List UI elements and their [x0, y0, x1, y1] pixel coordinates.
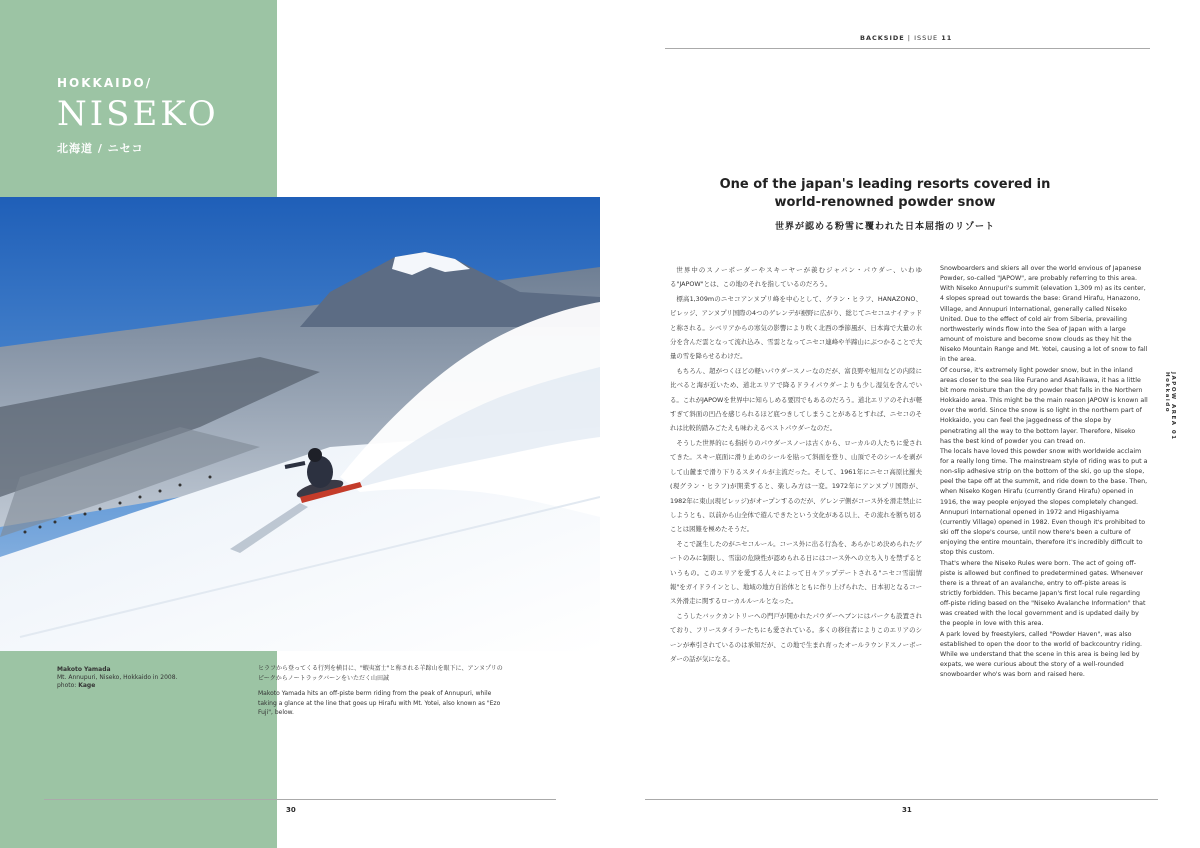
- headline-line-1: One of the japan's leading resorts covered in: [719, 177, 1051, 192]
- body-column-en: [940, 264, 1148, 680]
- snowboarder-photo: [0, 197, 600, 651]
- en-paragraph: A park loved by freestylers, called "Powder Haven", was also established to open the door to the world of backcountry riding. While we understand that the scene in this area is being led by expats, we were curious about the story of a well-rounded snowboarder who's was born and raised here.: [940, 630, 1142, 679]
- caption-jp: ヒラフから登ってくる行列を横目に、"蝦夷富士"と称される羊蹄山を眼下に、アンヌプリのピークからノートラックバーンをいただく山田誠: [258, 665, 503, 682]
- white-area: [277, 0, 600, 197]
- caption-name: Makoto Yamada: [57, 666, 111, 673]
- footer-rule-right: [645, 799, 1158, 800]
- en-paragraph: With Niseko Annupuri's summit (elevation 1,309 m) as its center, 4 slopes spread out towards the base: Grand Hirafu, Hanazono, Village, and Annupuri International, generally called Niseko United. Due to the effect of cold air from Siberia, prevailing northwesterly winds flow into the Sea of Japan with a large amount of moisture and become snow clouds as they hit the Niseko Mountain Range and Mt. Yotei, causing a lot of snow to fall in the area.: [940, 285, 1148, 364]
- caption-en: Makoto Yamada hits an off-piste berm riding from the peak of Annupuri, while taking a glance at the line that goes up Hirafu with Mt. Yotei, also known as "Ezo Fuji", below.: [258, 690, 501, 716]
- caption-location: Mt. Annupuri, Niseko, Hokkaido in 2008.: [57, 674, 178, 681]
- footer-rule-left: [44, 799, 556, 800]
- running-header: [860, 34, 952, 42]
- caption-credit: [57, 682, 247, 690]
- body-column-jp: [670, 263, 922, 666]
- jp-paragraph: こうしたバックカントリーへの門戸が開かれたパウダーヘブンにはパークも設置されており、フリースタイラーたちにも愛されている。多くの移住者によりこのエリアのシーンが牽引されているのは承知だが、この地で生まれ育ったオールラウンドスノーボーダーの話が気になる。: [670, 611, 922, 663]
- headline-line-2: world-renowned powder snow: [774, 195, 996, 210]
- page-number-left: 30: [286, 806, 296, 814]
- photo-caption: [57, 666, 247, 690]
- header-issue: ISSUE: [914, 34, 939, 42]
- header-separator: |: [904, 34, 915, 42]
- header-issue-number: 11: [941, 34, 953, 42]
- jp-paragraph: そこで誕生したのがニセコルール。コース外に出る行為を、あらかじめ決められたゲートのみに制限し、雪崩の危険性が認められる日にはコース外への立ち入りを禁ずるというもの。このエリアを愛する人々によって日々アップデートされる"ニセコ雪崩情報"をガイドラインとし、地域の地方自治体とともに作り上げられた、日本初となるコース外滑走に関するローカルルールとなった。: [670, 539, 922, 606]
- side-section-label: JAPOW AREA 01 Hokkaido: [1164, 372, 1176, 441]
- en-paragraph: That's where the Niseko Rules were born. The act of going off-piste is allowed but confined to predetermined gates. Whenever there is a threat of an avalanche, entry to off-piste areas is strictly forbidden. This became Japan's first local rule regarding off-piste riding based on the "Niseko Avalanche Information" that was created with the local government and is updated daily by the people in love with this area.: [940, 559, 1146, 628]
- page-number-right: 31: [902, 806, 912, 814]
- jp-paragraph: 標高1,309mのニセコアンヌプリ峰を中心として、グラン・ヒラフ、HANAZONO、ビレッジ、アンヌプリ国際の4つのゲレンデが裾野に広がり、総じてニセコユナイテッドと称される。シベリアからの寒気の影響により吹く北西の季節風が、日本海で大量の水分を含んだ雲となって流れ込み、雪雲となってニセコ連峰や羊蹄山にぶつかることで大量の雪を降らせるわけだ。: [670, 294, 922, 361]
- region-title-block: [57, 76, 219, 156]
- jp-paragraph: もちろん、超がつくほどの軽いパウダースノーなのだが、富良野や旭川などの内陸に比べると海が近いため、道北エリアで降るドライパウダーよりも少し湿気を含んでいる。これがJAPOWを世界中に知らしめる要因でもあるのだろう。道北エリアのそれが軽すぎて斜面の凹凸を感じられるほど底つきしてしまうことがあるとすれば、ニセコのそれは比較的踏みごたえも味わえるベストパウダーなのだ。: [670, 366, 922, 433]
- en-paragraph: Snowboarders and skiers all over the world envious of Japanese Powder, so-called "JAPOW", are probably referring to this area.: [940, 265, 1142, 283]
- article-subhead-jp: 世界が認める粉雪に覆われた日本屈指のリゾート: [774, 222, 995, 232]
- jp-paragraph: そうした世界的にも指折りのパウダースノーは古くから、ローカルの人たちに愛されてきた。スキー底面に滑り止めのシールを貼って斜面を登り、山頂でそのシールを剥がして山麓まで滑り下りるスタイルが主流だった。そして、1961年にニセコ高原比羅夫(現グラン・ヒラフ)が開業すると、楽しみ方は一変。1972年にアンヌプリ国際が、1982年に東山(現ビレッジ)がオープンするのだが、ゲレンデ側がコース外を滑走禁止にしようとも、以前から山全体で遊んできたという文化がある以上、その流れを断ち切ることは困難を極めたそうだ。: [670, 438, 922, 534]
- article-headline: [700, 176, 1070, 212]
- header-rule: [665, 48, 1150, 49]
- en-paragraph: Of course, it's extremely light powder snow, but in the inland areas closer to the sea like Furano and Asahikawa, it has a little bit more moisture than the dry powder that falls in the Northern Hokkaido area. This might be the main reason JAPOW is known all over the world. Since the snow is so light in the northern part of Hokkaido, you can feel the jaggedness of the slope by penetrating all the way to the bottom layer. Therefore, Niseko has the best kind of powder you can tread on.: [940, 366, 1148, 445]
- region-label: HOKKAIDO/: [57, 76, 153, 90]
- header-brand: BACKSIDE: [860, 34, 905, 42]
- jp-paragraph: 世界中のスノーボーダーやスキーヤーが羨むジャパン・パウダー、いわゆる"JAPOW"とは、この地のそれを指しているのだろう。: [670, 266, 922, 289]
- region-name: NISEKO: [57, 94, 219, 134]
- caption-credit-name: Kage: [78, 682, 96, 689]
- region-jp: 北海道 / ニセコ: [57, 142, 144, 155]
- photo-description: [258, 664, 508, 724]
- caption-credit-prefix: photo:: [57, 682, 79, 689]
- en-paragraph: The locals have loved this powder snow with worldwide acclaim for a really long time. The mainstream style of riding was to put a non-slip adhesive strip on the bottom of the ski, go up the slope, peel the tape off at the summit, and ride down to the base. Then, when Niseko Kogen Hirafu (currently Grand Hirafu) opened in 1916, the way people enjoyed the slopes completely changed. Annupuri International opened in 1972 and Higashiyama (currently Village) opened in 1982. Even though it's prohibited to ski off the slope's course, until now there's been a culture of enjoying the entire mountain, therefore it's incredibly difficult to stop this custom.: [940, 447, 1148, 557]
